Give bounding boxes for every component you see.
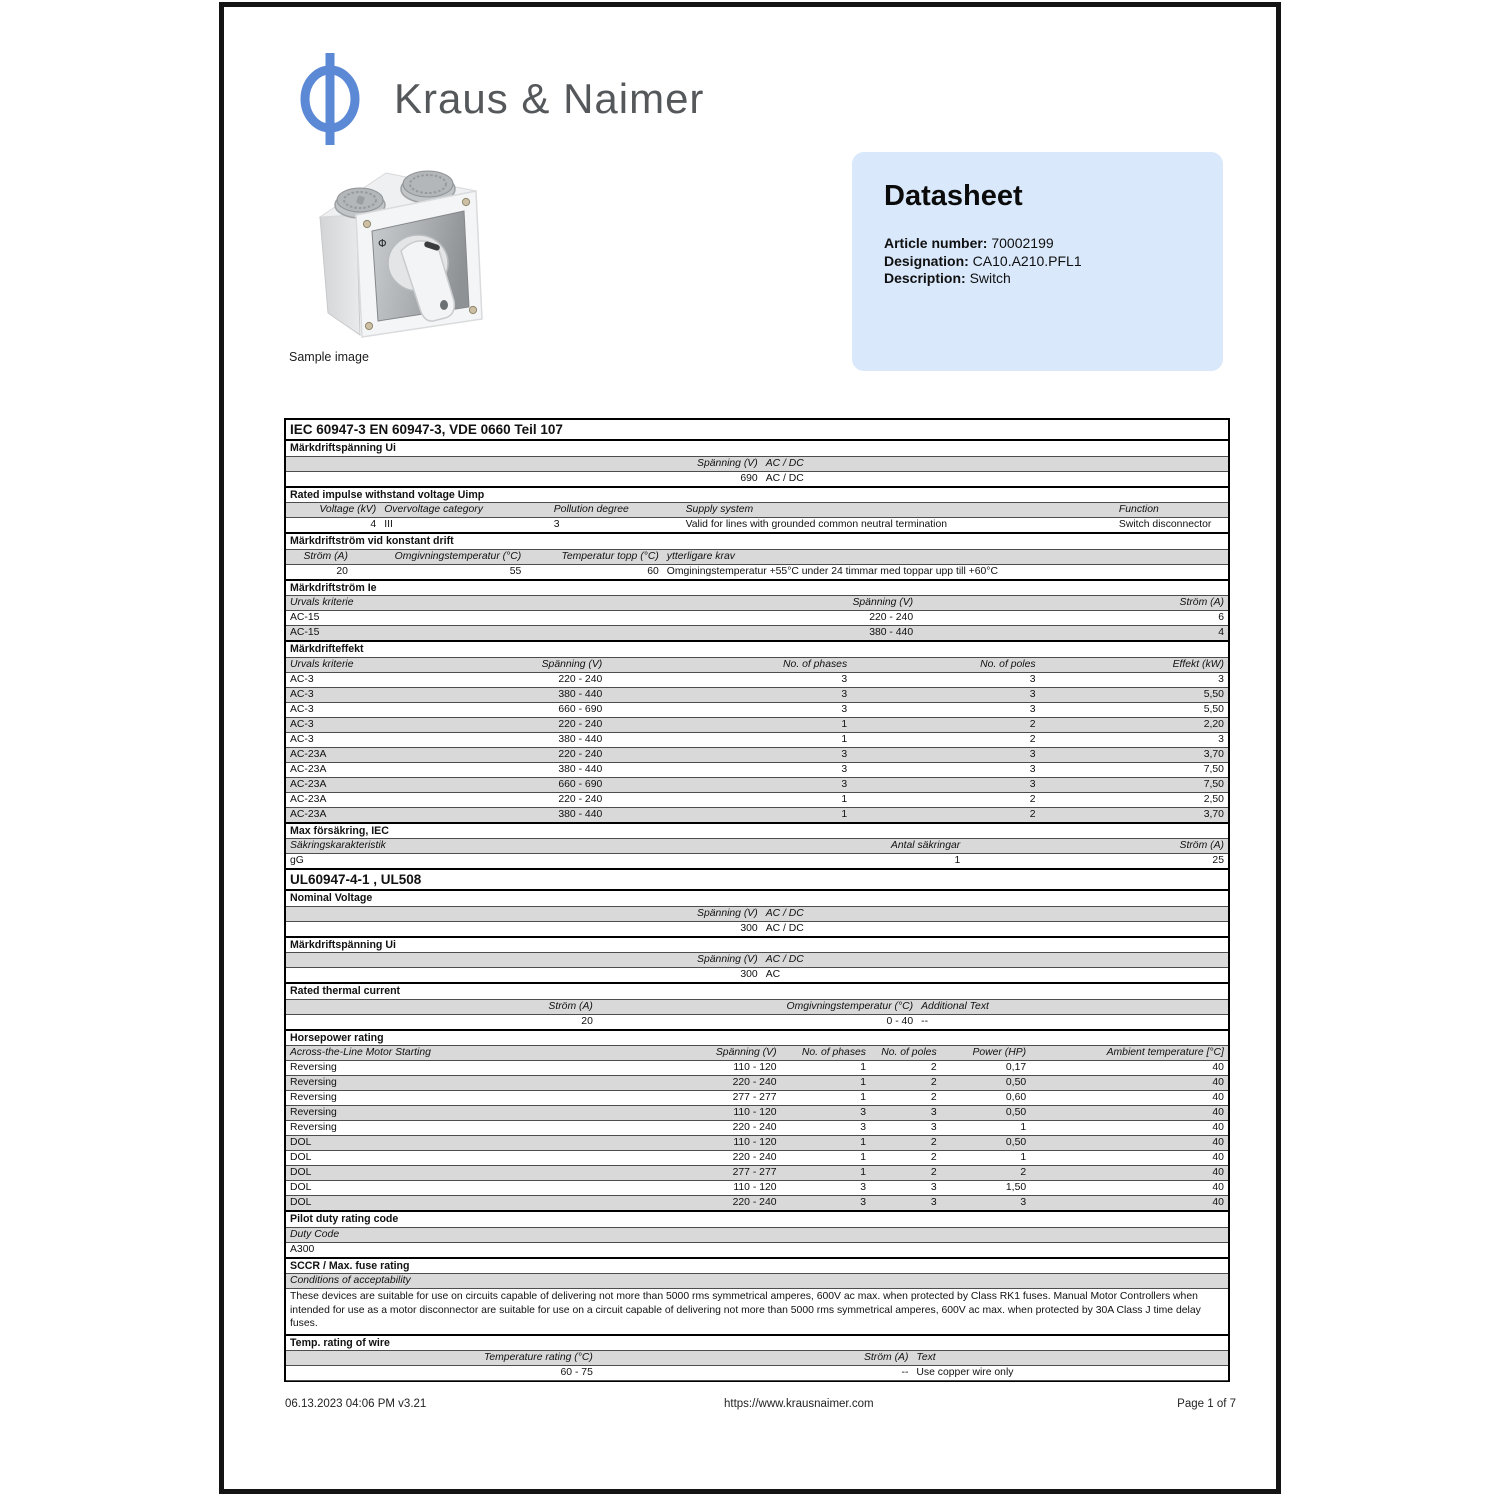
column-header-cell: Urvals kriterie	[290, 658, 354, 670]
data-cell: 0 - 40	[886, 1015, 914, 1027]
data-cell: Reversing	[290, 1077, 337, 1088]
data-cell: 5,50	[1203, 688, 1224, 700]
column-header-cell: Spänning (V)	[852, 597, 914, 608]
data-cell: 1	[841, 733, 848, 745]
table-column-header-row	[286, 596, 1228, 611]
table-data-row	[286, 733, 1228, 748]
spec-table	[284, 418, 1230, 1382]
data-cell: 380 - 440	[558, 808, 603, 820]
column-header-cell: Effekt (kW)	[1172, 658, 1224, 670]
data-cell: Reversing	[290, 1092, 337, 1103]
table-data-row	[286, 1136, 1228, 1151]
table-data-row	[286, 626, 1228, 642]
table-column-header-row	[286, 503, 1228, 518]
table-subsection-header: Max försäkring, IEC	[286, 824, 1228, 840]
data-cell: 40	[1212, 1092, 1224, 1103]
data-cell: 2	[1029, 793, 1036, 805]
table-data-row	[286, 1015, 1228, 1031]
data-cell: 4	[370, 519, 377, 530]
data-cell: 110 - 120	[733, 1107, 777, 1118]
data-cell: 220 - 240	[558, 793, 603, 805]
column-header-cell: Ström (A)	[548, 1000, 593, 1012]
column-header-cell: Conditions of acceptability	[290, 1275, 411, 1286]
data-cell: 2	[930, 1077, 937, 1088]
data-cell: 1	[860, 1077, 867, 1088]
data-cell: AC-3	[290, 718, 314, 730]
data-cell: AC / DC	[765, 472, 804, 484]
datasheet-page	[219, 2, 1281, 1494]
data-cell: 3,70	[1203, 808, 1224, 820]
data-cell: 3	[841, 763, 848, 775]
data-cell: 1	[860, 1137, 867, 1148]
data-cell: 1	[860, 1152, 867, 1163]
data-cell: Reversing	[290, 1122, 337, 1133]
table-data-row	[286, 718, 1228, 733]
data-cell: 3	[1029, 688, 1036, 700]
column-header-cell: Säkringskarakteristik	[290, 840, 386, 851]
data-cell: 3	[1029, 763, 1036, 775]
data-cell: 3	[930, 1107, 937, 1118]
data-cell: AC-23A	[290, 748, 327, 760]
data-cell: 220 - 240	[732, 1077, 777, 1088]
table-data-row	[286, 1061, 1228, 1076]
data-cell: 3	[930, 1122, 937, 1133]
brand-header	[296, 53, 704, 145]
data-cell: 690	[740, 472, 758, 484]
column-header-cell: Ambient temperature [°C]	[1106, 1047, 1224, 1058]
data-cell: 0,50	[1005, 1107, 1027, 1118]
data-cell: 2,50	[1203, 793, 1224, 805]
data-cell: DOL	[290, 1152, 312, 1163]
column-header-cell: AC / DC	[765, 954, 804, 965]
data-cell: 1	[1020, 1122, 1027, 1133]
table-subsection-header: Rated thermal current	[286, 984, 1228, 1000]
table-subsection-header: Märkdriftström vid konstant drift	[286, 534, 1228, 550]
datasheet-field-value: Switch	[969, 270, 1011, 286]
data-cell: Omginingstemperatur +55°C under 24 timmar med toppar upp till +60°C	[666, 565, 998, 577]
data-cell: 3	[860, 1197, 867, 1208]
data-cell: 3	[860, 1182, 867, 1193]
data-cell: 20	[336, 565, 348, 577]
data-cell: Use copper wire only	[916, 1367, 1014, 1378]
table-column-header-row	[286, 953, 1228, 968]
data-cell: 2	[1029, 718, 1036, 730]
data-cell: 40	[1212, 1077, 1224, 1088]
column-header-cell: Spänning (V)	[697, 954, 758, 965]
column-header-cell: No. of poles	[980, 658, 1036, 670]
data-cell: 7,50	[1203, 763, 1224, 775]
datasheet-fields	[884, 235, 1191, 288]
table-column-header-row	[286, 658, 1228, 673]
phi-logo-icon	[296, 53, 364, 145]
table-section-title: IEC 60947-3 EN 60947-3, VDE 0660 Teil 107	[286, 420, 1228, 441]
data-cell: AC-23A	[290, 793, 327, 805]
data-cell: 1	[841, 718, 848, 730]
data-cell: 220 - 240	[869, 612, 914, 623]
data-cell: 55	[509, 565, 522, 577]
table-column-header-row	[286, 457, 1228, 472]
data-cell: 1	[860, 1167, 867, 1178]
column-header-cell: Urvals kriterie	[290, 597, 354, 608]
data-cell: 0,50	[1005, 1137, 1027, 1148]
data-cell: 660 - 690	[558, 703, 603, 715]
table-data-row	[286, 518, 1228, 534]
data-cell: 0,50	[1005, 1077, 1027, 1088]
data-cell: 2	[930, 1137, 937, 1148]
column-header-cell: Additional Text	[921, 1000, 989, 1012]
table-column-header-row	[286, 1046, 1228, 1061]
column-header-cell: Supply system	[685, 504, 754, 515]
data-cell: 277 - 277	[732, 1092, 777, 1103]
column-header-cell: Temperature rating (°C)	[483, 1352, 593, 1363]
column-header-cell: Pollution degree	[553, 504, 629, 515]
data-cell: AC-3	[290, 673, 314, 685]
column-header-cell: Across-the-Line Motor Starting	[290, 1047, 431, 1058]
data-cell: 110 - 120	[733, 1062, 777, 1073]
footer-url: https://www.krausnaimer.com	[724, 1398, 874, 1410]
table-column-header-row	[286, 1274, 1228, 1289]
data-cell: 40	[1212, 1107, 1224, 1118]
data-cell: 3	[860, 1122, 867, 1133]
datasheet-field-value: 70002199	[991, 235, 1054, 251]
data-cell: 2	[930, 1062, 937, 1073]
table-subsection-header: SCCR / Max. fuse rating	[286, 1259, 1228, 1275]
data-cell: 3	[841, 688, 848, 700]
data-cell: 220 - 240	[732, 1122, 777, 1133]
column-header-cell: Power (HP)	[972, 1047, 1027, 1058]
data-cell: DOL	[290, 1182, 312, 1193]
table-data-row	[286, 1106, 1228, 1121]
data-cell: gG	[290, 855, 304, 866]
data-cell: AC-23A	[290, 808, 327, 820]
data-cell: 1	[841, 793, 848, 805]
datasheet-field-label: Article number:	[884, 235, 992, 251]
data-cell: 6	[1218, 612, 1224, 623]
data-cell: 3	[1218, 673, 1224, 685]
datasheet-field	[884, 235, 1191, 253]
table-column-header-row	[286, 1351, 1228, 1366]
data-cell: 277 - 277	[732, 1167, 777, 1178]
data-cell: 3	[553, 519, 560, 530]
column-header-cell: Overvoltage category	[384, 504, 483, 515]
column-header-cell: Ström (A)	[1179, 597, 1224, 608]
data-cell: 0,60	[1005, 1092, 1027, 1103]
column-header-cell: Spänning (V)	[715, 1047, 777, 1058]
table-data-row	[286, 565, 1228, 581]
data-cell: 380 - 440	[558, 688, 603, 700]
data-cell: 2	[1029, 733, 1036, 745]
column-header-cell: Omgivningstemperatur (°C)	[394, 550, 522, 562]
data-cell: 220 - 240	[558, 748, 603, 760]
table-data-row	[286, 688, 1228, 703]
table-column-header-row	[286, 550, 1228, 565]
column-header-cell: Function	[1118, 504, 1159, 515]
data-cell: 2	[930, 1167, 937, 1178]
column-header-cell: Ström (A)	[863, 1352, 909, 1363]
data-cell: 220 - 240	[558, 718, 603, 730]
column-header-cell: Ström (A)	[1179, 840, 1224, 851]
data-cell: 3	[1029, 778, 1036, 790]
brand-name: Kraus & Naimer	[394, 75, 705, 122]
column-header-cell: Temperatur topp (°C)	[561, 550, 659, 562]
column-header-cell: AC / DC	[765, 907, 804, 919]
table-data-row	[286, 1121, 1228, 1136]
data-cell: 220 - 240	[558, 673, 603, 685]
data-cell: 3	[860, 1107, 867, 1118]
data-cell: 3	[1029, 748, 1036, 760]
table-data-row	[286, 703, 1228, 718]
data-cell: 0,17	[1005, 1062, 1027, 1073]
data-cell: 2	[930, 1152, 937, 1163]
data-cell: AC-15	[290, 612, 320, 623]
data-cell: 3	[841, 778, 848, 790]
data-cell: 3	[1218, 733, 1224, 745]
table-column-header-row	[286, 839, 1228, 854]
data-cell: 1	[860, 1062, 867, 1073]
table-data-row	[286, 968, 1228, 984]
footer-page-number: Page 1 of 7	[1177, 1398, 1236, 1410]
table-data-row	[286, 922, 1228, 938]
table-subsection-header: Pilot duty rating code	[286, 1212, 1228, 1228]
table-subsection-header: Horsepower rating	[286, 1031, 1228, 1047]
data-cell: 7,50	[1203, 778, 1224, 790]
data-cell: 110 - 120	[733, 1137, 777, 1148]
data-cell: 60 - 75	[560, 1367, 593, 1378]
table-column-header-row	[286, 907, 1228, 922]
data-cell: 3	[1029, 703, 1036, 715]
data-cell: AC / DC	[765, 922, 804, 934]
table-column-header-row	[286, 1000, 1228, 1015]
table-data-row	[286, 472, 1228, 488]
table-subsection-header: Temp. rating of wire	[286, 1336, 1228, 1352]
table-data-row	[286, 808, 1228, 824]
table-subsection-header: Märkdriftström Ie	[286, 581, 1228, 597]
table-data-row	[286, 778, 1228, 793]
table-conditions-paragraph: These devices are suitable for use on circuits capable of delivering not more than 5000 rms symmetrical amperes, 600V ac max. when protected by Class RK1 fuses. Manual Motor Controllers when intended for use as a motor disconnector are suitable for use on a circuit capable of delivering not more than 5000 rms symmetrical amperes, 600V ac max. when protected by 30A Class J time delay fuses.	[286, 1289, 1228, 1336]
column-header-cell: No. of phases	[801, 1047, 867, 1058]
column-header-cell: No. of phases	[783, 658, 848, 670]
data-cell: 1	[954, 855, 961, 866]
column-header-cell: Voltage (kV)	[319, 504, 377, 515]
footer-date-version: 06.13.2023 04:06 PM v3.21	[285, 1398, 427, 1410]
datasheet-field-label: Description:	[884, 270, 970, 286]
data-cell: AC-15	[290, 627, 320, 638]
datasheet-card	[852, 152, 1223, 371]
enclosure-side-face	[320, 199, 360, 335]
table-data-row	[286, 611, 1228, 626]
data-cell: AC-3	[290, 703, 314, 715]
data-cell: 20	[581, 1015, 593, 1027]
table-subsection-header: Nominal Voltage	[286, 891, 1228, 907]
table-column-header-row	[286, 1228, 1228, 1243]
data-cell: 25	[1212, 855, 1224, 866]
data-cell: 40	[1212, 1152, 1224, 1163]
data-cell: A300	[290, 1243, 315, 1255]
data-cell: DOL	[290, 1197, 312, 1208]
data-cell: 3	[841, 673, 848, 685]
data-cell: 5,50	[1203, 703, 1224, 715]
column-header-cell: Ström (A)	[303, 550, 348, 562]
data-cell: 3	[930, 1182, 937, 1193]
table-subsection-header: Märkdriftspänning Ui	[286, 441, 1228, 457]
table-data-row	[286, 1151, 1228, 1166]
table-data-row	[286, 1091, 1228, 1106]
plate-phi-mark: Φ	[378, 237, 387, 250]
data-cell: Valid for lines with grounded common neutral termination	[685, 519, 948, 530]
data-cell: 4	[1218, 627, 1224, 638]
datasheet-field	[884, 270, 1191, 288]
column-header-cell: Duty Code	[290, 1228, 340, 1240]
data-cell: DOL	[290, 1167, 312, 1178]
column-header-cell: Spänning (V)	[697, 907, 758, 919]
column-header-cell: Antal säkringar	[890, 840, 961, 851]
table-data-row	[286, 1166, 1228, 1181]
data-cell: AC-23A	[290, 778, 327, 790]
data-cell: 380 - 440	[558, 763, 603, 775]
data-cell: 1,50	[1005, 1182, 1027, 1193]
data-cell: AC-3	[290, 733, 314, 745]
data-cell: 40	[1212, 1197, 1224, 1208]
data-cell: 2	[930, 1092, 937, 1103]
column-header-cell: Spänning (V)	[541, 658, 603, 670]
sample-image-caption: Sample image	[289, 350, 369, 364]
data-cell: 300	[740, 922, 758, 934]
table-data-row	[286, 763, 1228, 778]
data-cell: 660 - 690	[558, 778, 603, 790]
data-cell: 110 - 120	[733, 1182, 777, 1193]
data-cell: 2,20	[1203, 718, 1224, 730]
data-cell: 1	[841, 808, 848, 820]
table-data-row	[286, 748, 1228, 763]
table-data-row	[286, 1196, 1228, 1212]
data-cell: 40	[1212, 1137, 1224, 1148]
data-cell: 1	[860, 1092, 867, 1103]
data-cell: 40	[1212, 1167, 1224, 1178]
data-cell: Reversing	[290, 1107, 337, 1118]
data-cell: 40	[1212, 1182, 1224, 1193]
data-cell: 40	[1212, 1122, 1224, 1133]
table-data-row	[286, 1366, 1228, 1381]
data-cell: 3	[1029, 673, 1036, 685]
data-cell: AC	[765, 969, 781, 980]
column-header-cell: No. of poles	[881, 1047, 937, 1058]
table-data-row	[286, 1243, 1228, 1259]
data-cell: --	[921, 1015, 929, 1027]
table-data-row	[286, 854, 1228, 870]
data-cell: III	[384, 519, 393, 530]
table-data-row	[286, 1181, 1228, 1196]
datasheet-field-label: Designation:	[884, 252, 973, 269]
table-subsection-header: Märkdriftspänning Ui	[286, 938, 1228, 954]
data-cell: 3	[841, 748, 848, 760]
data-cell: 60	[647, 565, 659, 577]
data-cell: 3,70	[1203, 748, 1224, 760]
data-cell: 380 - 440	[558, 733, 603, 745]
table-data-row	[286, 1076, 1228, 1091]
data-cell: 220 - 240	[732, 1152, 777, 1163]
column-header-cell: ytterligare krav	[666, 550, 735, 562]
table-section-title: UL60947-4-1 , UL508	[286, 870, 1228, 891]
page-footer	[224, 1398, 1276, 1414]
data-cell: 300	[740, 969, 758, 980]
table-data-row	[286, 673, 1228, 688]
datasheet-card-title: Datasheet	[884, 180, 1023, 212]
data-cell: Reversing	[290, 1062, 337, 1073]
data-cell: 3	[1020, 1197, 1027, 1208]
table-subsection-header: Märkdrifteffekt	[286, 642, 1228, 658]
data-cell: 380 - 440	[869, 627, 914, 638]
data-cell: 1	[1020, 1152, 1027, 1163]
table-subsection-header: Rated impulse withstand voltage Uimp	[286, 488, 1228, 504]
column-header-cell: AC / DC	[765, 457, 804, 469]
table-data-row	[286, 793, 1228, 808]
data-cell: --	[901, 1367, 909, 1378]
data-cell: 3	[841, 703, 848, 715]
data-cell: 2	[1020, 1167, 1027, 1178]
column-header-cell: Text	[916, 1352, 936, 1363]
product-sample-image	[298, 155, 498, 347]
data-cell: AC-3	[290, 688, 314, 700]
datasheet-field-value: CA10.A210.PFL1	[972, 252, 1082, 269]
data-cell: 220 - 240	[732, 1197, 777, 1208]
data-cell: 2	[1029, 808, 1036, 820]
data-cell: DOL	[290, 1137, 312, 1148]
column-header-cell: Spänning (V)	[697, 457, 758, 469]
data-cell: Switch disconnector	[1118, 519, 1212, 530]
data-cell: 40	[1212, 1062, 1224, 1073]
datasheet-field	[884, 253, 1191, 271]
data-cell: AC-23A	[290, 763, 327, 775]
data-cell: 3	[930, 1197, 937, 1208]
column-header-cell: Omgivningstemperatur (°C)	[786, 1000, 914, 1012]
